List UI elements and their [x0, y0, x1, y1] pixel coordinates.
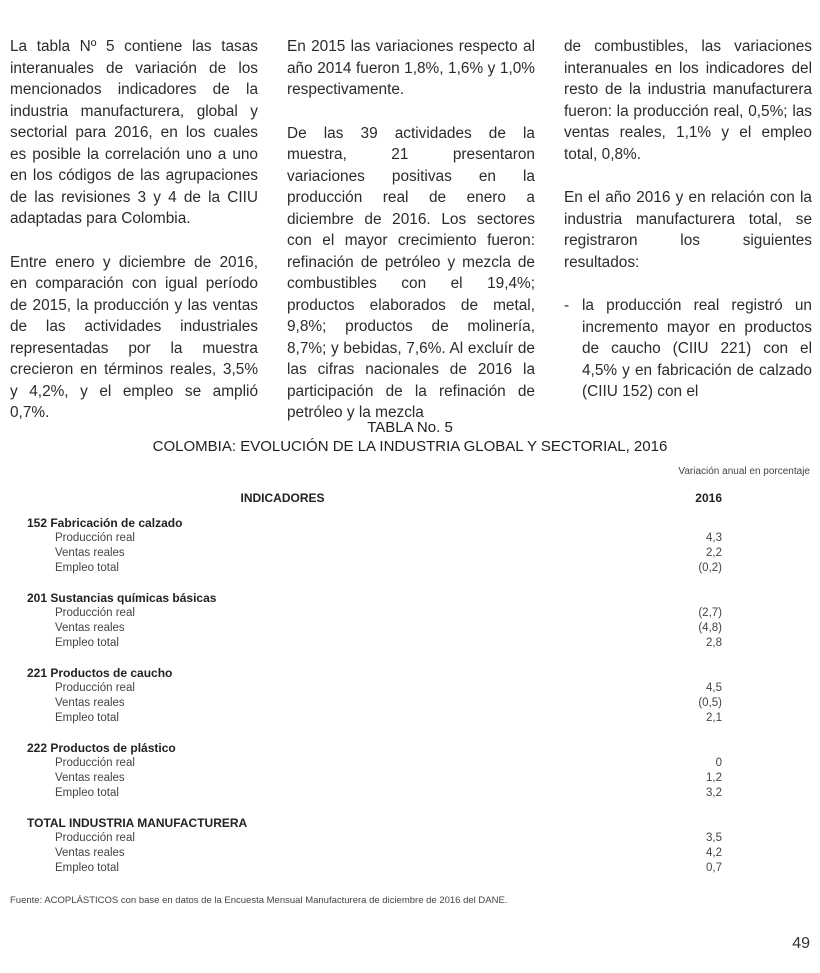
- row-label: Ventas reales: [55, 547, 125, 559]
- table-section: [0, 666, 820, 741]
- row-value: 4,2: [706, 847, 722, 859]
- table-unit-note: Variación anual en porcentaje: [678, 466, 810, 477]
- table-section: [0, 741, 820, 816]
- paragraph: La tabla Nº 5 contiene las tasas interanuales de variación de los mencionados indicadores de la industria manufacturera, global y sectorial para 2016, en los cuales es posible la correlación uno a uno en los códigos de las agrupaciones de las revisiones 3 y 4 de la CIIU adaptadas para Colombia.: [10, 38, 258, 227]
- table-title: TABLA No. 5: [367, 419, 453, 436]
- row-label: Empleo total: [55, 562, 119, 574]
- page-number: 49: [792, 935, 810, 952]
- bullet-dash: -: [564, 297, 570, 314]
- row-label: Empleo total: [55, 712, 119, 724]
- table-row: [0, 636, 820, 651]
- row-label: Empleo total: [55, 862, 119, 874]
- row-value: 2,1: [706, 712, 722, 724]
- header-year: 2016: [695, 491, 722, 505]
- section-title: TOTAL INDUSTRIA MANUFACTURERA: [27, 816, 248, 830]
- table-row: [0, 786, 820, 801]
- table-row: [0, 681, 820, 696]
- table-section: [0, 816, 820, 891]
- paragraph: Entre enero y diciembre de 2016, en comparación con igual período de 2015, la producción y las ventas de las actividades industriales representadas por la muestra crecieron en términos reales, 3,5% y 4,2%, y el empleo se amplió 0,7%.: [10, 253, 258, 421]
- paragraph: De las 39 actividades de la muestra, 21 presentaron variaciones positivas en la producción real de enero a diciembre de 2016. Los sectores con el mayor crecimiento fueron: refinación de petróleo y mezcla de combustibles con el 19,4%; productos elaborados de metal, 9,8%; productos de molinería, 8,7%; y bebidas, 7,6%. Al excluír de las cifras nacionales de 2016 la participación de la refinación de petróleo y la mezcla: [287, 124, 535, 421]
- row-label: Empleo total: [55, 787, 119, 799]
- section-title: 221 Productos de caucho: [27, 666, 173, 680]
- row-value: 3,5: [706, 832, 722, 844]
- row-label: Empleo total: [55, 637, 119, 649]
- row-value: 1,2: [706, 772, 722, 784]
- table-section: [0, 516, 820, 591]
- table-row: [0, 531, 820, 546]
- table-body: [0, 516, 820, 891]
- section-title: 152 Fabricación de calzado: [27, 516, 183, 530]
- table-row: [0, 606, 820, 621]
- row-value: 2,2: [706, 547, 722, 559]
- table-section: [0, 591, 820, 666]
- row-value: (0,2): [698, 562, 722, 574]
- table-source-note: Fuente: ACOPLÁSTICOS con base en datos de la Encuesta Mensual Manufacturera de diciembre de 2016 del DANE.: [10, 895, 508, 906]
- text-column-2: [287, 36, 535, 446]
- table-row: [0, 846, 820, 861]
- row-label: Producción real: [55, 757, 135, 769]
- row-label: Ventas reales: [55, 847, 125, 859]
- table-row: [0, 696, 820, 711]
- row-value: 0: [715, 757, 722, 769]
- text-column-1: [10, 36, 258, 446]
- row-label: Ventas reales: [55, 772, 125, 784]
- table-row: [0, 831, 820, 846]
- row-value: 4,3: [706, 532, 722, 544]
- table-row: [0, 756, 820, 771]
- row-label: Ventas reales: [55, 622, 125, 634]
- paragraph: En el año 2016 y en relación con la industria manufacturera total, se registraron los siguientes resultados:: [564, 189, 812, 271]
- row-value: (2,7): [698, 607, 722, 619]
- row-value: 3,2: [706, 787, 722, 799]
- row-label: Producción real: [55, 607, 135, 619]
- table-row: [0, 546, 820, 561]
- row-label: Producción real: [55, 532, 135, 544]
- header-indicators: INDICADORES: [240, 491, 325, 505]
- section-title: 201 Sustancias químicas básicas: [27, 591, 217, 605]
- row-value: (4,8): [698, 622, 722, 634]
- row-value: 0,7: [706, 862, 722, 874]
- text-column-3: [564, 36, 812, 403]
- bullet-item: [564, 295, 812, 403]
- table-row: [0, 771, 820, 786]
- paragraph: En 2015 las variaciones respecto al año 2014 fueron 1,8%, 1,6% y 1,0% respectivamente.: [287, 38, 535, 98]
- row-value: (0,5): [698, 697, 722, 709]
- row-value: 4,5: [706, 682, 722, 694]
- paragraph: de combustibles, las variaciones interanuales en los indicadores del resto de la industria manufacturera fueron: la producción real, 0,5%; las ventas reales, 1,1% y el empleo total, 0,8%.: [564, 38, 812, 163]
- table-row: [0, 561, 820, 576]
- bullet-text: la producción real registró un incremento mayor en productos de caucho (CIIU 221) con el 4,5% y en fabricación de calzado (CIIU 152) con el: [582, 297, 812, 400]
- table-row: [0, 861, 820, 876]
- row-label: Producción real: [55, 832, 135, 844]
- table-subtitle: COLOMBIA: EVOLUCIÓN DE LA INDUSTRIA GLOBAL Y SECTORIAL, 2016: [152, 438, 668, 455]
- row-label: Ventas reales: [55, 697, 125, 709]
- row-label: Producción real: [55, 682, 135, 694]
- row-value: 2,8: [706, 637, 722, 649]
- table-row: [0, 711, 820, 726]
- table-row: [0, 621, 820, 636]
- section-title: 222 Productos de plástico: [27, 741, 176, 755]
